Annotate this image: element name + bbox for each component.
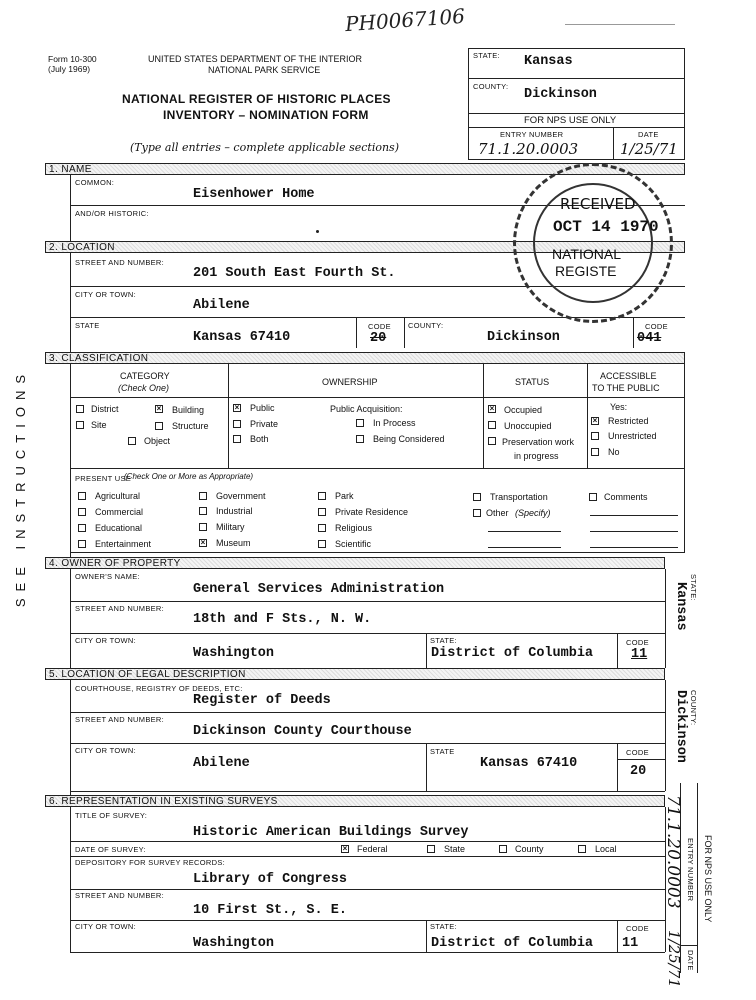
common-name-label: COMMON:	[75, 178, 115, 187]
nps-use-label: FOR NPS USE ONLY	[524, 115, 617, 126]
use-transportation-checkbox[interactable]	[473, 493, 481, 501]
owner-city-value: Washington	[193, 646, 275, 661]
side-date-handwritten: 1/25/71	[665, 930, 683, 988]
owner-state-value: District of Columbia	[431, 646, 594, 661]
use-military-checkbox[interactable]	[199, 523, 207, 531]
location-county-value: Dickinson	[487, 330, 560, 345]
section-name-header: 1. NAME	[45, 163, 685, 175]
location-city-label: CITY OR TOWN:	[75, 290, 136, 299]
yes-label: Yes:	[610, 402, 628, 412]
object-label: Object	[144, 436, 171, 446]
entry-date-value: 1/25/71	[620, 140, 678, 158]
owner-city-label: CITY OR TOWN:	[75, 636, 136, 645]
location-state-value: Kansas 67410	[193, 330, 291, 345]
survey-local-checkbox[interactable]	[578, 845, 586, 853]
legal-street-value: Dickinson County Courthouse	[193, 724, 412, 739]
location-street-label: STREET AND NUMBER:	[75, 258, 165, 267]
no-label: No	[608, 447, 620, 457]
location-street-value: 201 South East Fourth St.	[193, 266, 396, 281]
section-classification-header: 3. CLASSIFICATION	[45, 352, 685, 364]
form-title-2: INVENTORY – NOMINATION FORM	[163, 108, 369, 122]
header-state-value: Kansas	[524, 54, 573, 69]
courthouse-value: Register of Deeds	[193, 693, 331, 708]
legal-city-value: Abilene	[193, 756, 250, 771]
use-agricultural-label: Agricultural	[95, 491, 141, 501]
use-religious-checkbox[interactable]	[318, 524, 326, 532]
occupied-checkbox[interactable]: ×	[489, 404, 495, 413]
entry-date-label: DATE	[638, 130, 659, 139]
survey-state-label: STATE:	[430, 922, 457, 931]
use-educational-checkbox[interactable]	[78, 524, 86, 532]
being-considered-checkbox[interactable]	[356, 435, 364, 443]
survey-title-value: Historic American Buildings Survey	[193, 825, 469, 840]
survey-state-label: State	[444, 844, 466, 854]
survey-code-label: CODE	[626, 924, 649, 933]
restricted-label: Restricted	[608, 416, 649, 426]
section-location-header: 2. LOCATION	[45, 241, 685, 253]
survey-federal-checkbox[interactable]: ×	[342, 844, 348, 853]
stamp-register-text: REGISTE	[555, 263, 617, 279]
survey-city-value: Washington	[193, 936, 275, 951]
owner-code-label: CODE	[626, 638, 649, 647]
accessible-header-1: ACCESSIBLE	[600, 371, 657, 381]
side-date-label: DATE	[686, 950, 695, 971]
section-legal-header: 5. LOCATION OF LEGAL DESCRIPTION	[45, 668, 665, 680]
district-checkbox[interactable]	[76, 405, 84, 413]
owner-street-label: STREET AND NUMBER:	[75, 604, 165, 613]
side-county-label: COUNTY:	[689, 690, 698, 726]
public-checkbox[interactable]: ×	[234, 403, 240, 412]
form-title-1: NATIONAL REGISTER OF HISTORIC PLACES	[122, 92, 391, 106]
in-process-checkbox[interactable]	[356, 419, 364, 427]
side-entry-label: ENTRY NUMBER	[686, 838, 695, 902]
owner-street-value: 18th and F Sts., N. W.	[193, 612, 372, 627]
both-label: Both	[250, 434, 269, 444]
location-county-label: COUNTY:	[408, 321, 444, 330]
survey-city-label: CITY OR TOWN:	[75, 922, 136, 931]
use-industrial-label: Industrial	[216, 506, 253, 516]
use-agricultural-checkbox[interactable]	[78, 492, 86, 500]
legal-code-value: 20	[630, 764, 647, 779]
owner-name-value: General Services Administration	[193, 582, 445, 597]
survey-local-label: Local	[595, 844, 617, 854]
building-label: Building	[172, 405, 205, 415]
form-number: Form 10-300	[48, 54, 97, 64]
legal-street-label: STREET AND NUMBER:	[75, 715, 165, 724]
private-label: Private	[250, 419, 279, 429]
occupied-label: Occupied	[504, 405, 543, 415]
use-entertainment-label: Entertainment	[95, 539, 152, 549]
location-city-value: Abilene	[193, 298, 250, 313]
survey-street-value: 10 First St., S. E.	[193, 903, 347, 918]
header-county-label: COUNTY:	[473, 82, 509, 91]
side-entry-handwritten: 71.1.20.0003	[663, 795, 683, 909]
present-use-label: PRESENT USE	[75, 474, 132, 483]
location-state-label: STATE	[75, 321, 100, 330]
depository-label: DEPOSITORY FOR SURVEY RECORDS:	[75, 858, 226, 867]
location-county-code-value: 041	[637, 331, 662, 346]
use-other-checkbox[interactable]	[473, 509, 481, 517]
stamp-national-text: NATIONAL	[552, 246, 621, 262]
site-checkbox[interactable]	[76, 421, 84, 429]
location-state-code-label: CODE	[368, 322, 391, 331]
section-surveys-header: 6. REPRESENTATION IN EXISTING SURVEYS	[45, 795, 665, 807]
header-state-label: STATE:	[473, 51, 500, 60]
use-park-label: Park	[335, 491, 354, 501]
agency-line-2: NATIONAL PARK SERVICE	[208, 65, 321, 75]
preservation-checkbox[interactable]	[488, 437, 496, 445]
survey-title-label: TITLE OF SURVEY:	[75, 811, 148, 820]
use-other-label: Other	[486, 508, 509, 518]
legal-city-label: CITY OR TOWN:	[75, 746, 136, 755]
use-comments-checkbox[interactable]	[589, 493, 597, 501]
entry-number-value: 71.1.20.0003	[478, 140, 579, 158]
header-county-value: Dickinson	[524, 87, 597, 102]
unrestricted-label: Unrestricted	[608, 431, 657, 441]
owner-code-value: 11	[631, 647, 648, 662]
side-county-value: Dickinson	[673, 690, 688, 763]
public-acquisition-label: Public Acquisition:	[330, 404, 403, 414]
legal-state-label: STATE	[430, 747, 455, 756]
use-religious-label: Religious	[335, 523, 373, 533]
handwritten-code: PH0067106	[344, 3, 466, 37]
survey-street-label: STREET AND NUMBER:	[75, 891, 165, 900]
object-checkbox[interactable]	[128, 437, 136, 445]
section-owner-header: 4. OWNER OF PROPERTY	[45, 557, 665, 569]
depository-value: Library of Congress	[193, 872, 347, 887]
survey-date-label: DATE OF SURVEY:	[75, 845, 146, 854]
use-private-residence-label: Private Residence	[335, 507, 409, 517]
courthouse-label: COURTHOUSE, REGISTRY OF DEEDS, ETC:	[75, 684, 243, 693]
use-government-label: Government	[216, 491, 266, 501]
use-military-label: Military	[216, 522, 245, 532]
see-instructions-side: SEE INSTRUCTIONS	[13, 368, 28, 608]
use-other-specify: (Specify)	[515, 508, 551, 518]
restricted-checkbox[interactable]: ×	[592, 416, 598, 425]
structure-checkbox[interactable]	[155, 422, 163, 430]
owner-state-label: STATE:	[430, 636, 457, 645]
side-nps-label: FOR NPS USE ONLY	[703, 835, 713, 923]
use-scientific-label: Scientific	[335, 539, 372, 549]
unoccupied-label: Unoccupied	[504, 421, 552, 431]
form-date: (July 1969)	[48, 64, 91, 74]
agency-line-1: UNITED STATES DEPARTMENT OF THE INTERIOR	[148, 54, 363, 64]
present-use-hint: (Check One or More as Appropriate)	[124, 472, 254, 481]
use-educational-label: Educational	[95, 523, 143, 533]
structure-label: Structure	[172, 421, 209, 431]
historic-name-label: AND/OR HISTORIC:	[75, 209, 149, 218]
location-state-code-value: 20	[370, 331, 387, 346]
private-checkbox[interactable]	[233, 420, 241, 428]
legal-state-value: Kansas 67410	[480, 756, 578, 771]
signature-line	[565, 24, 675, 25]
use-transportation-label: Transportation	[490, 492, 548, 502]
use-comments-label: Comments	[604, 492, 648, 502]
entry-number-label: ENTRY NUMBER	[500, 130, 564, 139]
no-checkbox[interactable]	[591, 448, 599, 456]
survey-county-label: County	[515, 844, 544, 854]
category-header: CATEGORY	[120, 371, 170, 381]
use-private-residence-checkbox[interactable]	[318, 508, 326, 516]
building-checkbox[interactable]: ×	[156, 404, 162, 413]
side-state-label: STATE:	[689, 574, 698, 601]
common-name-value: Eisenhower Home	[193, 187, 315, 202]
use-park-checkbox[interactable]	[318, 492, 326, 500]
unrestricted-checkbox[interactable]	[591, 432, 599, 440]
unoccupied-checkbox[interactable]	[488, 421, 496, 429]
historic-dot	[316, 230, 319, 233]
stamp-received-text: RECEIVED	[560, 195, 636, 213]
status-header: STATUS	[515, 377, 550, 387]
use-commercial-checkbox[interactable]	[78, 508, 86, 516]
survey-federal-label: Federal	[357, 844, 388, 854]
use-government-checkbox[interactable]	[199, 492, 207, 500]
public-label: Public	[250, 403, 275, 413]
location-county-code-label: CODE	[645, 322, 668, 331]
preservation-label-2: in progress	[514, 451, 559, 461]
survey-county-checkbox[interactable]	[499, 845, 507, 853]
owner-name-label: OWNER'S NAME:	[75, 572, 140, 581]
ownership-header: OWNERSHIP	[322, 377, 378, 387]
side-state-value: Kansas	[673, 582, 688, 631]
both-checkbox[interactable]	[233, 435, 241, 443]
survey-state-checkbox[interactable]	[427, 845, 435, 853]
legal-code-label: CODE	[626, 748, 649, 757]
site-label: Site	[91, 420, 107, 430]
use-scientific-checkbox[interactable]	[318, 540, 326, 548]
use-museum-label: Museum	[216, 538, 251, 548]
district-label: District	[91, 404, 119, 414]
form-instruction: (Type all entries – complete applicable sections)	[130, 141, 399, 154]
use-museum-checkbox[interactable]: ×	[200, 538, 206, 547]
being-considered-label: Being Considered	[373, 434, 445, 444]
in-process-label: In Process	[373, 418, 416, 428]
use-commercial-label: Commercial	[95, 507, 144, 517]
survey-code-value: 11	[622, 936, 639, 951]
survey-state-value: District of Columbia	[431, 936, 594, 951]
use-industrial-checkbox[interactable]	[199, 507, 207, 515]
accessible-header-2: TO THE PUBLIC	[592, 383, 660, 393]
stamp-date-text: OCT 14 1970	[553, 218, 659, 236]
category-check-one: (Check One)	[118, 383, 170, 393]
use-entertainment-checkbox[interactable]	[78, 540, 86, 548]
preservation-label-1: Preservation work	[502, 437, 575, 447]
